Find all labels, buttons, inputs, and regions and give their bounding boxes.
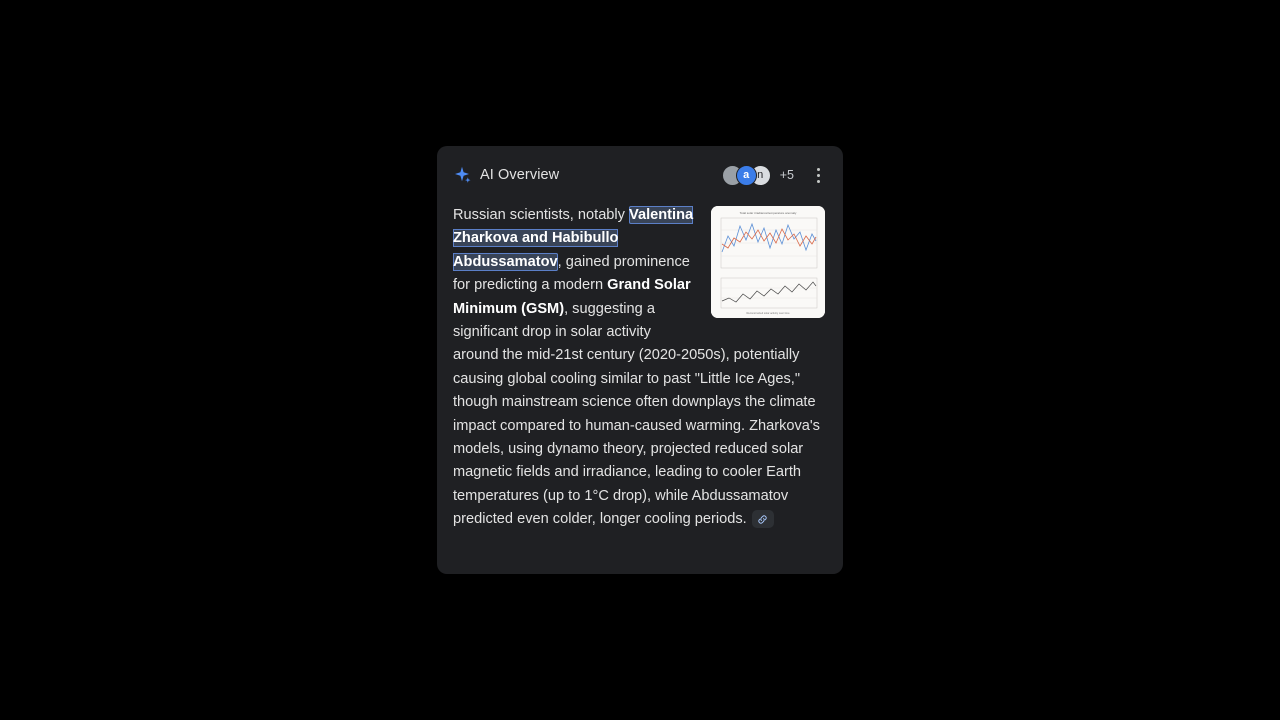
text-segment: , gained prominence for predicting a modern [453, 253, 690, 294]
card-body [437, 204, 843, 550]
ai-overview-card [437, 146, 843, 574]
solar-activity-chart-thumbnail[interactable] [711, 206, 825, 318]
svg-text:Total solar irradiance/tempera: Total solar irradiance/temperature anomaly [739, 211, 797, 215]
chart-thumbnail-svg [711, 206, 825, 318]
avatar[interactable]: a [736, 165, 757, 186]
svg-text:Reconstructed solar activity o: Reconstructed solar activity over time [746, 312, 790, 315]
link-icon[interactable] [752, 510, 774, 528]
avatar[interactable]: n [750, 165, 771, 186]
ai-overview-title: AI Overview [480, 167, 560, 183]
thumbnail-container[interactable] [711, 206, 827, 320]
term-gsm: Grand Solar Minimum (GSM) [453, 277, 691, 317]
ai-overview-branding [453, 166, 559, 184]
source-count-badge[interactable]: +5 [779, 168, 794, 182]
header-actions [722, 164, 829, 186]
source-avatars[interactable] [722, 164, 771, 186]
text-segment: Russian scientists, notably [453, 207, 630, 223]
kebab-menu-icon[interactable] [807, 164, 829, 186]
sparkle-icon [453, 166, 471, 184]
highlighted-names[interactable]: Valentina Zharkova and Habibullo Abdussamatov [453, 207, 694, 270]
text-segment: , suggesting a significant drop in solar activity around the mid-21st century (2020-2050s), potentially causing global cooling similar to past "Little Ice Ages," though mainstream science often downplays the climate impact compared to human-caused warming. Zharkova's models, using dynamo theory, projected reduced solar magnetic fields and irradiance, leading to cooler Earth temperatures (up to 1°C drop), while Abdussamatov predicted even colder, longer cooling periods. [453, 300, 820, 528]
card-header [437, 146, 843, 204]
